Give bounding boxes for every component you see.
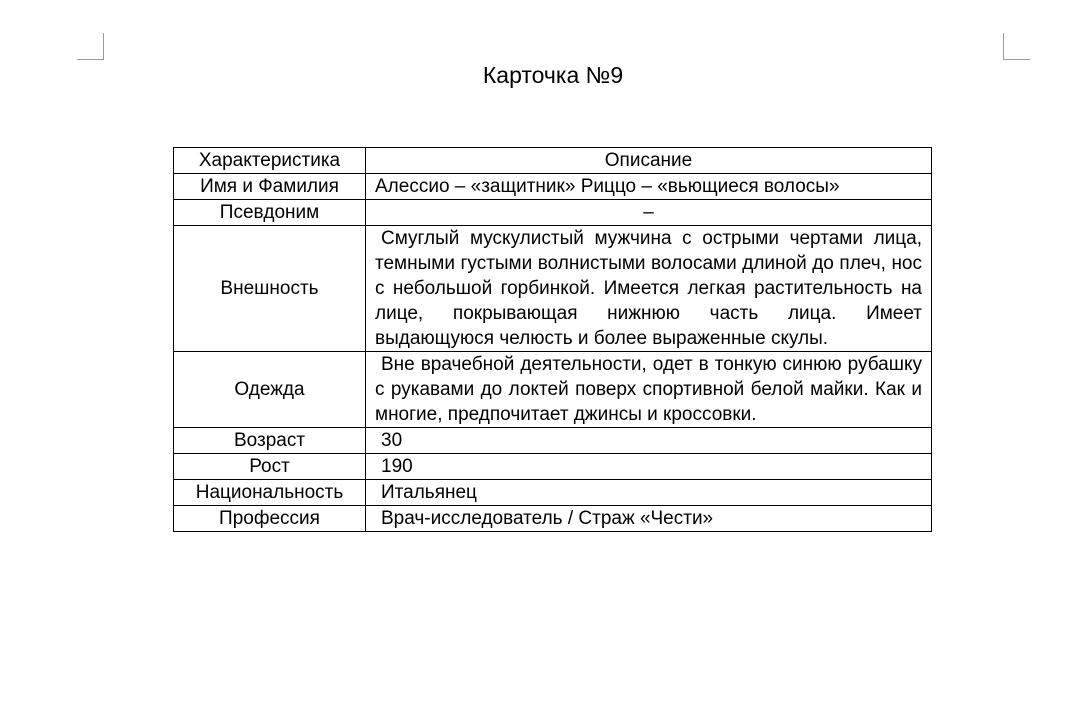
height-text: 190 [381, 456, 413, 477]
table-row [174, 226, 932, 352]
header-characteristic: Характеристика [174, 148, 366, 174]
row-label-age: Возраст [174, 428, 366, 454]
table-row [174, 506, 932, 532]
table-row [174, 454, 932, 480]
row-value-profession [366, 506, 932, 532]
age-text: 30 [381, 430, 403, 451]
table-row [174, 480, 932, 506]
nationality-text: Итальянец [381, 482, 477, 503]
row-value-height [366, 454, 932, 480]
row-value-age [366, 428, 932, 454]
row-value-name: Алессио – «защитник» Риццо – «вьющиеся волосы» [366, 174, 932, 200]
page-title: Карточка №9 [482, 62, 624, 88]
row-label-nationality: Национальность [174, 480, 366, 506]
row-value-nationality [366, 480, 932, 506]
header-description: Описание [366, 148, 932, 174]
clothing-text: Вне врачебной деятельности, одет в тонкую синюю рубашку с рукавами до локтей поверх спортивной белой майки. Как и многие, предпочитает джинсы и кроссовки. [375, 354, 922, 425]
profession-text: Врач-исследователь / Страж «Чести» [381, 508, 714, 529]
row-label-appearance: Внешность [174, 226, 366, 352]
row-label-clothing: Одежда [174, 352, 366, 428]
table-header-row [174, 148, 932, 174]
row-value-clothing [366, 352, 932, 428]
row-label-pseudonym: Псевдоним [174, 200, 366, 226]
table-row [174, 174, 932, 200]
page-corner-mark-left [77, 33, 104, 60]
table-row [174, 352, 932, 428]
page-corner-mark-right [1003, 33, 1030, 60]
row-label-name: Имя и Фамилия [174, 174, 366, 200]
character-card-table [173, 147, 932, 532]
table-row [174, 200, 932, 226]
row-value-pseudonym: – [366, 200, 932, 226]
appearance-text: Смуглый мускулистый мужчина с острыми чертами лица, темными густыми волнистыми волосами длиной до плеч, нос с небольшой горбинкой. Имеется легкая растительность на лице, покрывающая нижнюю часть лица. Имеет выдающуюся челюсть и более выраженные скулы. [375, 228, 922, 349]
row-value-appearance [366, 226, 932, 352]
table-row [174, 428, 932, 454]
row-label-height: Рост [174, 454, 366, 480]
row-label-profession: Профессия [174, 506, 366, 532]
